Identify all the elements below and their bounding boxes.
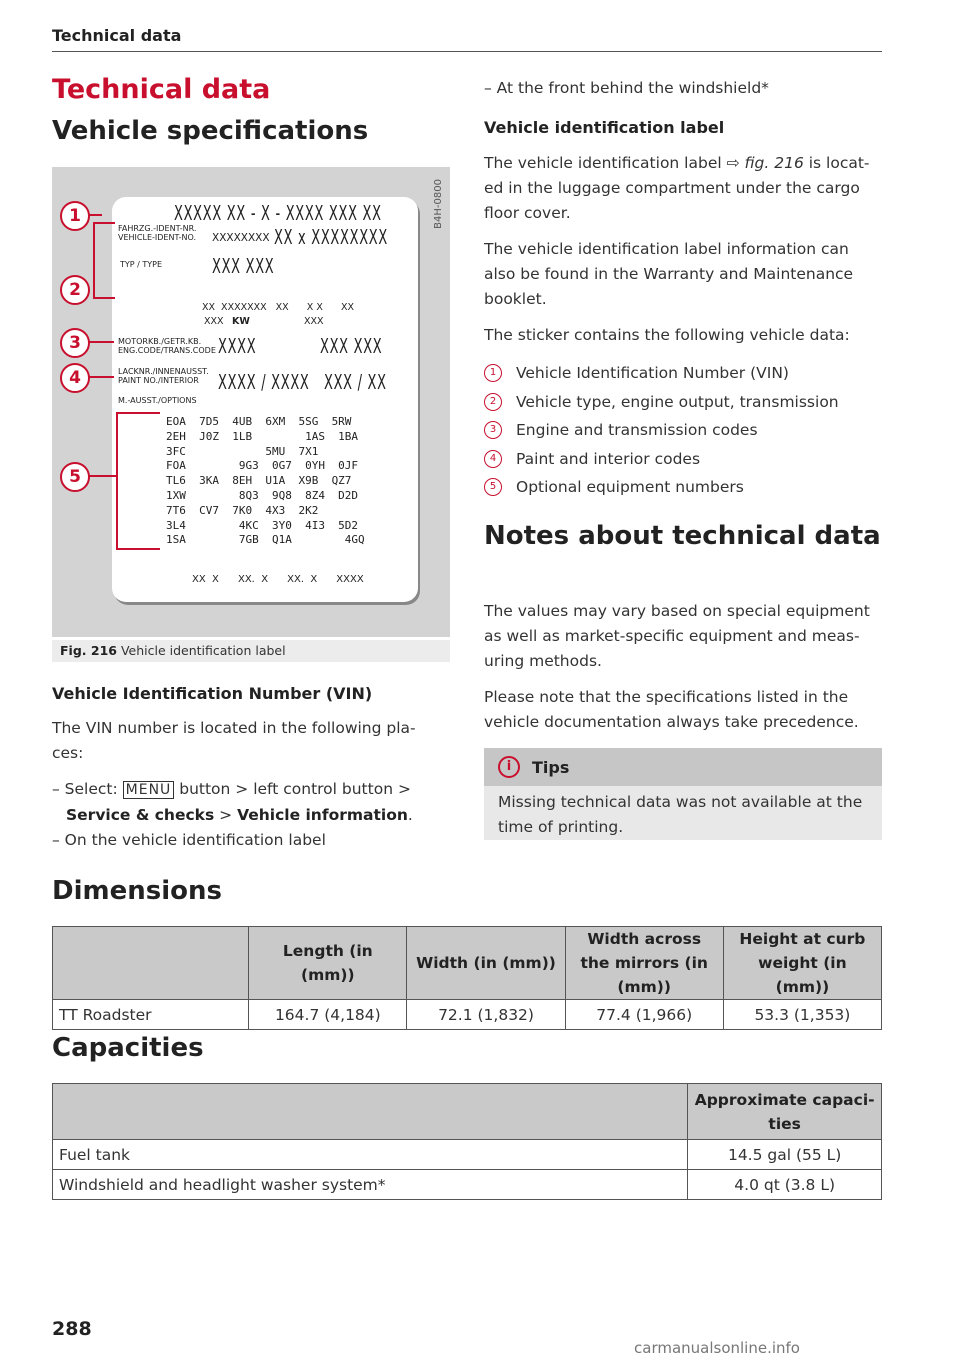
label-bottom-line: XX X XX. X XX. X XXXX xyxy=(192,574,364,585)
page-number: 288 xyxy=(52,1318,92,1340)
menu-button-glyph: MENU xyxy=(123,781,175,799)
label-vin-caption: FAHRZG.-IDENT-NR. VEHICLE-IDENT-NO. xyxy=(118,224,197,242)
table-header-cell xyxy=(53,927,249,1000)
table-cell: TT Roadster xyxy=(53,1000,249,1030)
callout-line xyxy=(116,412,160,414)
figure-caption-text: Vehicle identification label xyxy=(120,643,286,658)
list-text: Paint and interior codes xyxy=(516,449,701,468)
table-header-cell: Width (in (mm)) xyxy=(407,927,565,1000)
header-rule xyxy=(52,51,882,52)
list-number: 2 xyxy=(484,393,502,411)
vehicle-label-text-2: The vehicle identification label information can also be found in the Warranty and Maintenance booklet. xyxy=(484,240,854,308)
tips-text: Missing technical data was not available at the time of printing. xyxy=(498,793,863,836)
label-text-1b: is locat-ed in the luggage compartment under the cargo floor cover. xyxy=(484,154,870,222)
list-text: Vehicle Identification Number (VIN) xyxy=(516,364,789,383)
label-line-5b: XXX xyxy=(304,316,324,327)
list-item xyxy=(484,416,839,445)
capacities-heading: Capacities xyxy=(52,1033,204,1063)
notes-text-2: Please note that the specifications listed in the vehicle documentation always take precedence. xyxy=(484,688,859,731)
label-line-7: XXXX / XXXX XXX / XX xyxy=(218,370,387,394)
list-item xyxy=(484,359,839,388)
table-header-cell: Width across the mirrors (in (mm)) xyxy=(565,927,723,1000)
callout-1: 1 xyxy=(60,201,90,231)
capacities-table xyxy=(52,1083,882,1200)
figure-number: Fig. 216 xyxy=(60,643,117,658)
section-title-vehicle-specifications: Vehicle specifications xyxy=(52,116,369,146)
label-line-4: XX XXXXXXX XX X X XX xyxy=(202,302,354,313)
table-cell: 72.1 (1,832) xyxy=(407,1000,565,1030)
table-cell: 14.5 gal (55 L) xyxy=(688,1140,882,1170)
list-item xyxy=(484,473,839,502)
callout-4: 4 xyxy=(60,363,90,393)
vehicle-data-list xyxy=(484,359,839,502)
table-cell: 77.4 (1,966) xyxy=(565,1000,723,1030)
table-row xyxy=(53,1170,882,1200)
vin-bullet-prefix: – Select: xyxy=(52,780,123,798)
vin-bullet-sep: > xyxy=(214,806,238,824)
label-line-2-small: XXXXXXXX xyxy=(212,232,270,244)
table-cell: 164.7 (4,184) xyxy=(249,1000,407,1030)
vin-bullet-service: Service & checks xyxy=(66,806,215,824)
callout-line xyxy=(93,222,95,299)
label-type-caption: TYP / TYPE xyxy=(120,260,163,269)
vin-bullet-label: – On the vehicle identification label xyxy=(52,831,326,849)
notes-text-1: The values may vary based on special equipment as well as market-specific equipment and meas-uring methods. xyxy=(484,602,870,670)
callout-line xyxy=(116,412,118,550)
callout-line xyxy=(116,548,160,550)
callout-2: 2 xyxy=(60,275,90,305)
dimensions-table xyxy=(52,926,882,1030)
list-text: Vehicle type, engine output, transmission xyxy=(516,392,839,411)
list-item xyxy=(484,388,839,417)
info-icon: i xyxy=(498,756,520,778)
label-line-3: XXX XXX xyxy=(212,254,275,278)
list-item xyxy=(484,445,839,474)
tips-box xyxy=(484,748,882,840)
list-number: 3 xyxy=(484,421,502,439)
label-engine-caption: MOTORKB./GETR.KB. ENG.CODE/TRANS.CODE xyxy=(118,337,216,355)
list-text: Optional equipment numbers xyxy=(516,478,744,497)
label-line-6b: XXX XXX xyxy=(320,334,383,358)
callout-line xyxy=(95,297,115,299)
label-line-6a: XXXX xyxy=(218,334,257,358)
table-header-cell xyxy=(53,1084,688,1140)
vin-text: The VIN number is located in the following pla-ces: xyxy=(52,719,416,762)
label-text-1a: The vehicle identification label ⇨ xyxy=(484,154,745,172)
table-cell: 53.3 (1,353) xyxy=(723,1000,881,1030)
figure-reference: fig. 216 xyxy=(744,154,804,172)
label-line-2: XX x XXXXXXXX xyxy=(274,225,388,249)
vin-bullet-vehicle-info: Vehicle information xyxy=(237,806,408,824)
figure-caption xyxy=(52,640,450,662)
running-header: Technical data xyxy=(52,26,182,45)
list-number: 5 xyxy=(484,478,502,496)
table-header-row xyxy=(53,1084,882,1140)
table-row xyxy=(53,1140,882,1170)
table-row xyxy=(53,1000,882,1030)
vehicle-label-text-3: The sticker contains the following vehicle data: xyxy=(484,326,850,344)
table-cell: 4.0 qt (3.8 L) xyxy=(688,1170,882,1200)
vin-bullet-windshield: – At the front behind the windshield* xyxy=(484,79,769,97)
list-text: Engine and transmission codes xyxy=(516,421,758,440)
callout-3: 3 xyxy=(60,328,90,358)
vin-bullet-menu xyxy=(52,777,447,828)
tips-title: Tips xyxy=(532,757,570,777)
notes-heading: Notes about technical data xyxy=(484,521,881,551)
label-options-codes: EOA 7D5 4UB 6XM 5SG 5RW 2EH J0Z 1LB 1AS 1BA 3FC 5MU 7X1 FOA 9G3 0G7 0YH 0JF TL6 3KA 8EH U1A X9B QZ7 1XW 8Q3 9Q8 8Z4 D2D 7T6 CV7 7K0 4X3 2K2 3L4 4KC 3Y0 4I3 5D2 1SA 7GB Q1A 4GQ xyxy=(166,415,365,547)
table-cell: Fuel tank xyxy=(53,1140,688,1170)
vin-bullet-end: . xyxy=(407,806,413,824)
vehicle-label-text-1 xyxy=(484,151,882,226)
tips-header xyxy=(484,748,882,786)
label-line-5a: XXX xyxy=(204,316,224,327)
vin-bullet-mid: button > left control button > xyxy=(174,780,411,798)
callout-5: 5 xyxy=(60,462,90,492)
table-header-row xyxy=(53,927,882,1000)
chapter-title: Technical data xyxy=(52,74,271,105)
watermark: carmanualsonline.info xyxy=(634,1339,800,1357)
list-number: 1 xyxy=(484,364,502,382)
table-header-cell: Height at curb weight (in (mm)) xyxy=(723,927,881,1000)
table-cell: Windshield and headlight washer system* xyxy=(53,1170,688,1200)
vin-heading: Vehicle Identification Number (VIN) xyxy=(52,684,373,703)
vehicle-identification-figure xyxy=(52,167,450,637)
callout-line xyxy=(95,222,115,224)
label-line-1: XXXXX XX - X - XXXX XXX XX xyxy=(174,201,382,225)
table-header-cell: Length (in (mm)) xyxy=(249,927,407,1000)
figure-code: B4H-0800 xyxy=(433,179,444,229)
label-line-5-kw: KW xyxy=(232,316,250,327)
vehicle-label-heading: Vehicle identification label xyxy=(484,118,725,137)
dimensions-heading: Dimensions xyxy=(52,876,222,906)
label-options-caption: M.-AUSST./OPTIONS xyxy=(118,396,197,405)
table-header-cell: Approximate capaci-ties xyxy=(688,1084,882,1140)
list-number: 4 xyxy=(484,450,502,468)
label-paint-caption: LACKNR./INNENAUSST. PAINT NO./INTERIOR xyxy=(118,367,209,385)
